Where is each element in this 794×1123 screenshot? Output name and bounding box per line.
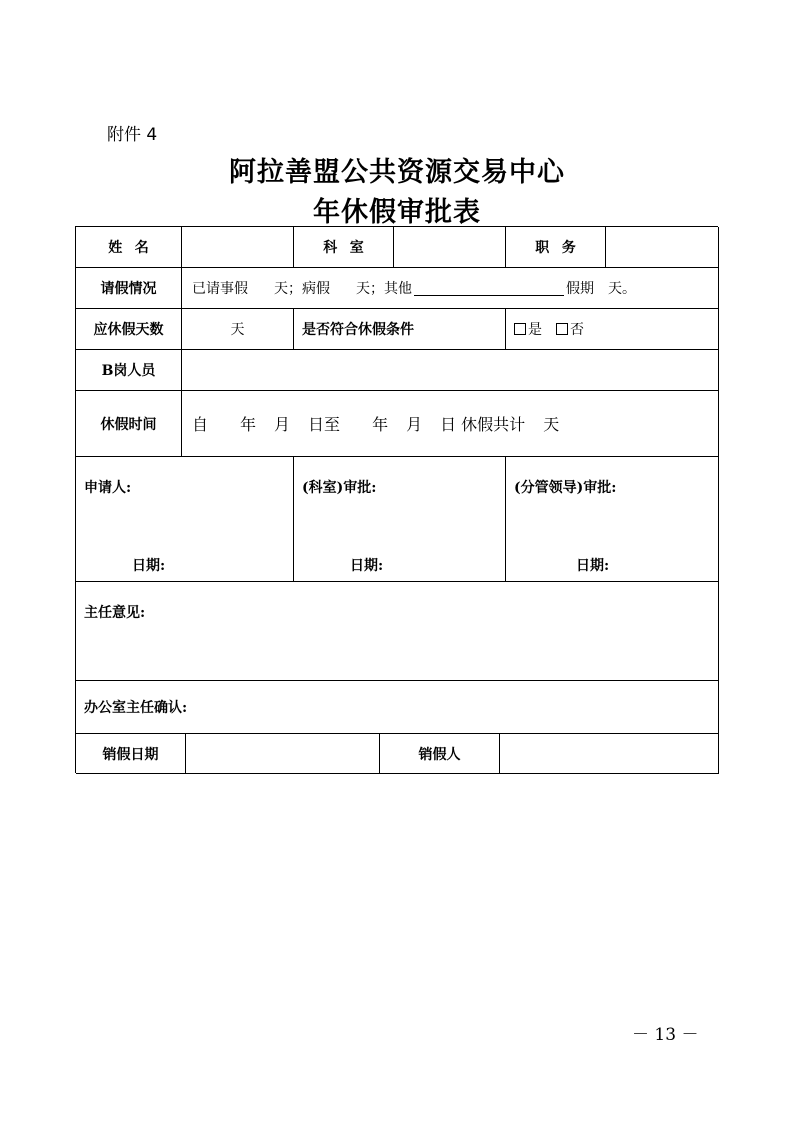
entitled-days-label-cell xyxy=(76,309,182,350)
leave-time-year1: 年 xyxy=(240,415,257,434)
dept-field[interactable] xyxy=(394,227,506,268)
name-label-cell xyxy=(76,227,182,268)
eligible-options xyxy=(506,309,719,350)
applicant-date-label: 日期: xyxy=(132,558,166,574)
eligible-yes-checkbox[interactable] xyxy=(514,323,526,335)
eligible-label-cell xyxy=(294,309,506,350)
position-label: 职务 xyxy=(535,240,589,256)
b-post-field[interactable] xyxy=(182,350,719,391)
director-opinion-label: 主任意见: xyxy=(84,605,146,621)
b-post-label-cell xyxy=(76,350,182,391)
leave-time-day-end: 日 休假共计 xyxy=(440,415,526,434)
dept-label-cell xyxy=(294,227,394,268)
leave-time-label: 休假时间 xyxy=(100,416,157,433)
document-title: 阿拉善盟公共资源交易中心 xyxy=(229,157,565,188)
leave-time-total-unit: 天 xyxy=(543,415,560,434)
eligible-no-label: 否 xyxy=(570,322,584,338)
cancel-person-field[interactable] xyxy=(500,734,719,774)
applicant-label: 申请人: xyxy=(84,480,132,496)
dept-approval-date-label: 日期: xyxy=(350,558,384,574)
leave-status-text-2: 天；病假 xyxy=(274,281,330,297)
cancel-date-label-cell xyxy=(76,734,186,774)
cancel-person-label-cell xyxy=(380,734,500,774)
name-field[interactable] xyxy=(182,227,294,268)
leave-time-field[interactable] xyxy=(182,391,719,457)
leave-time-year2: 年 xyxy=(372,415,389,434)
director-opinion-cell[interactable] xyxy=(76,582,719,681)
entitled-days-label: 应休假天数 xyxy=(93,322,164,338)
page-number: － 13 － xyxy=(632,1025,699,1045)
entitled-days-unit: 天 xyxy=(230,322,245,338)
cancel-person-label: 销假人 xyxy=(418,746,461,763)
leave-time-label-cell xyxy=(76,391,182,457)
attachment-label: 附件 4 xyxy=(107,125,158,145)
entitled-days-field[interactable] xyxy=(182,309,294,350)
leave-status-text-1: 已请事假 xyxy=(192,281,248,297)
leave-status-label-cell xyxy=(76,268,182,309)
leave-status-label: 请假情况 xyxy=(100,281,157,297)
b-post-label: B岗人员 xyxy=(101,363,156,379)
eligible-label: 是否符合休假条件 xyxy=(302,322,414,338)
name-label: 姓名 xyxy=(108,240,162,256)
position-field[interactable] xyxy=(606,227,719,268)
dept-approval-cell[interactable] xyxy=(294,457,506,582)
office-confirm-cell[interactable] xyxy=(76,681,719,734)
leave-status-text-4: 假期 xyxy=(566,281,594,297)
leave-status-field[interactable] xyxy=(182,268,719,309)
leave-time-month2: 月 xyxy=(406,415,423,434)
leave-status-text-3: 天；其他 xyxy=(356,281,412,297)
position-label-cell xyxy=(506,227,606,268)
cancel-date-field[interactable] xyxy=(186,734,380,774)
cancel-date-label: 销假日期 xyxy=(102,746,159,763)
leave-time-from: 自 xyxy=(192,415,209,434)
leader-approval-cell[interactable] xyxy=(506,457,719,582)
leave-status-text-5: 天。 xyxy=(608,281,636,297)
approval-form xyxy=(75,226,718,773)
document-subtitle: 年休假审批表 xyxy=(313,197,481,228)
leave-time-month1: 月 xyxy=(274,415,291,434)
eligible-no-checkbox[interactable] xyxy=(556,323,568,335)
dept-approval-label: (科室)审批: xyxy=(302,480,377,496)
leader-approval-label: (分管领导)审批: xyxy=(514,480,617,496)
eligible-yes-label: 是 xyxy=(528,322,542,338)
applicant-cell[interactable] xyxy=(76,457,294,582)
other-leave-blank[interactable] xyxy=(414,281,564,296)
dept-label: 科室 xyxy=(323,240,377,256)
office-confirm-label: 办公室主任确认: xyxy=(84,700,188,716)
leave-time-day-to: 日至 xyxy=(308,415,341,434)
leader-approval-date-label: 日期: xyxy=(576,558,610,574)
